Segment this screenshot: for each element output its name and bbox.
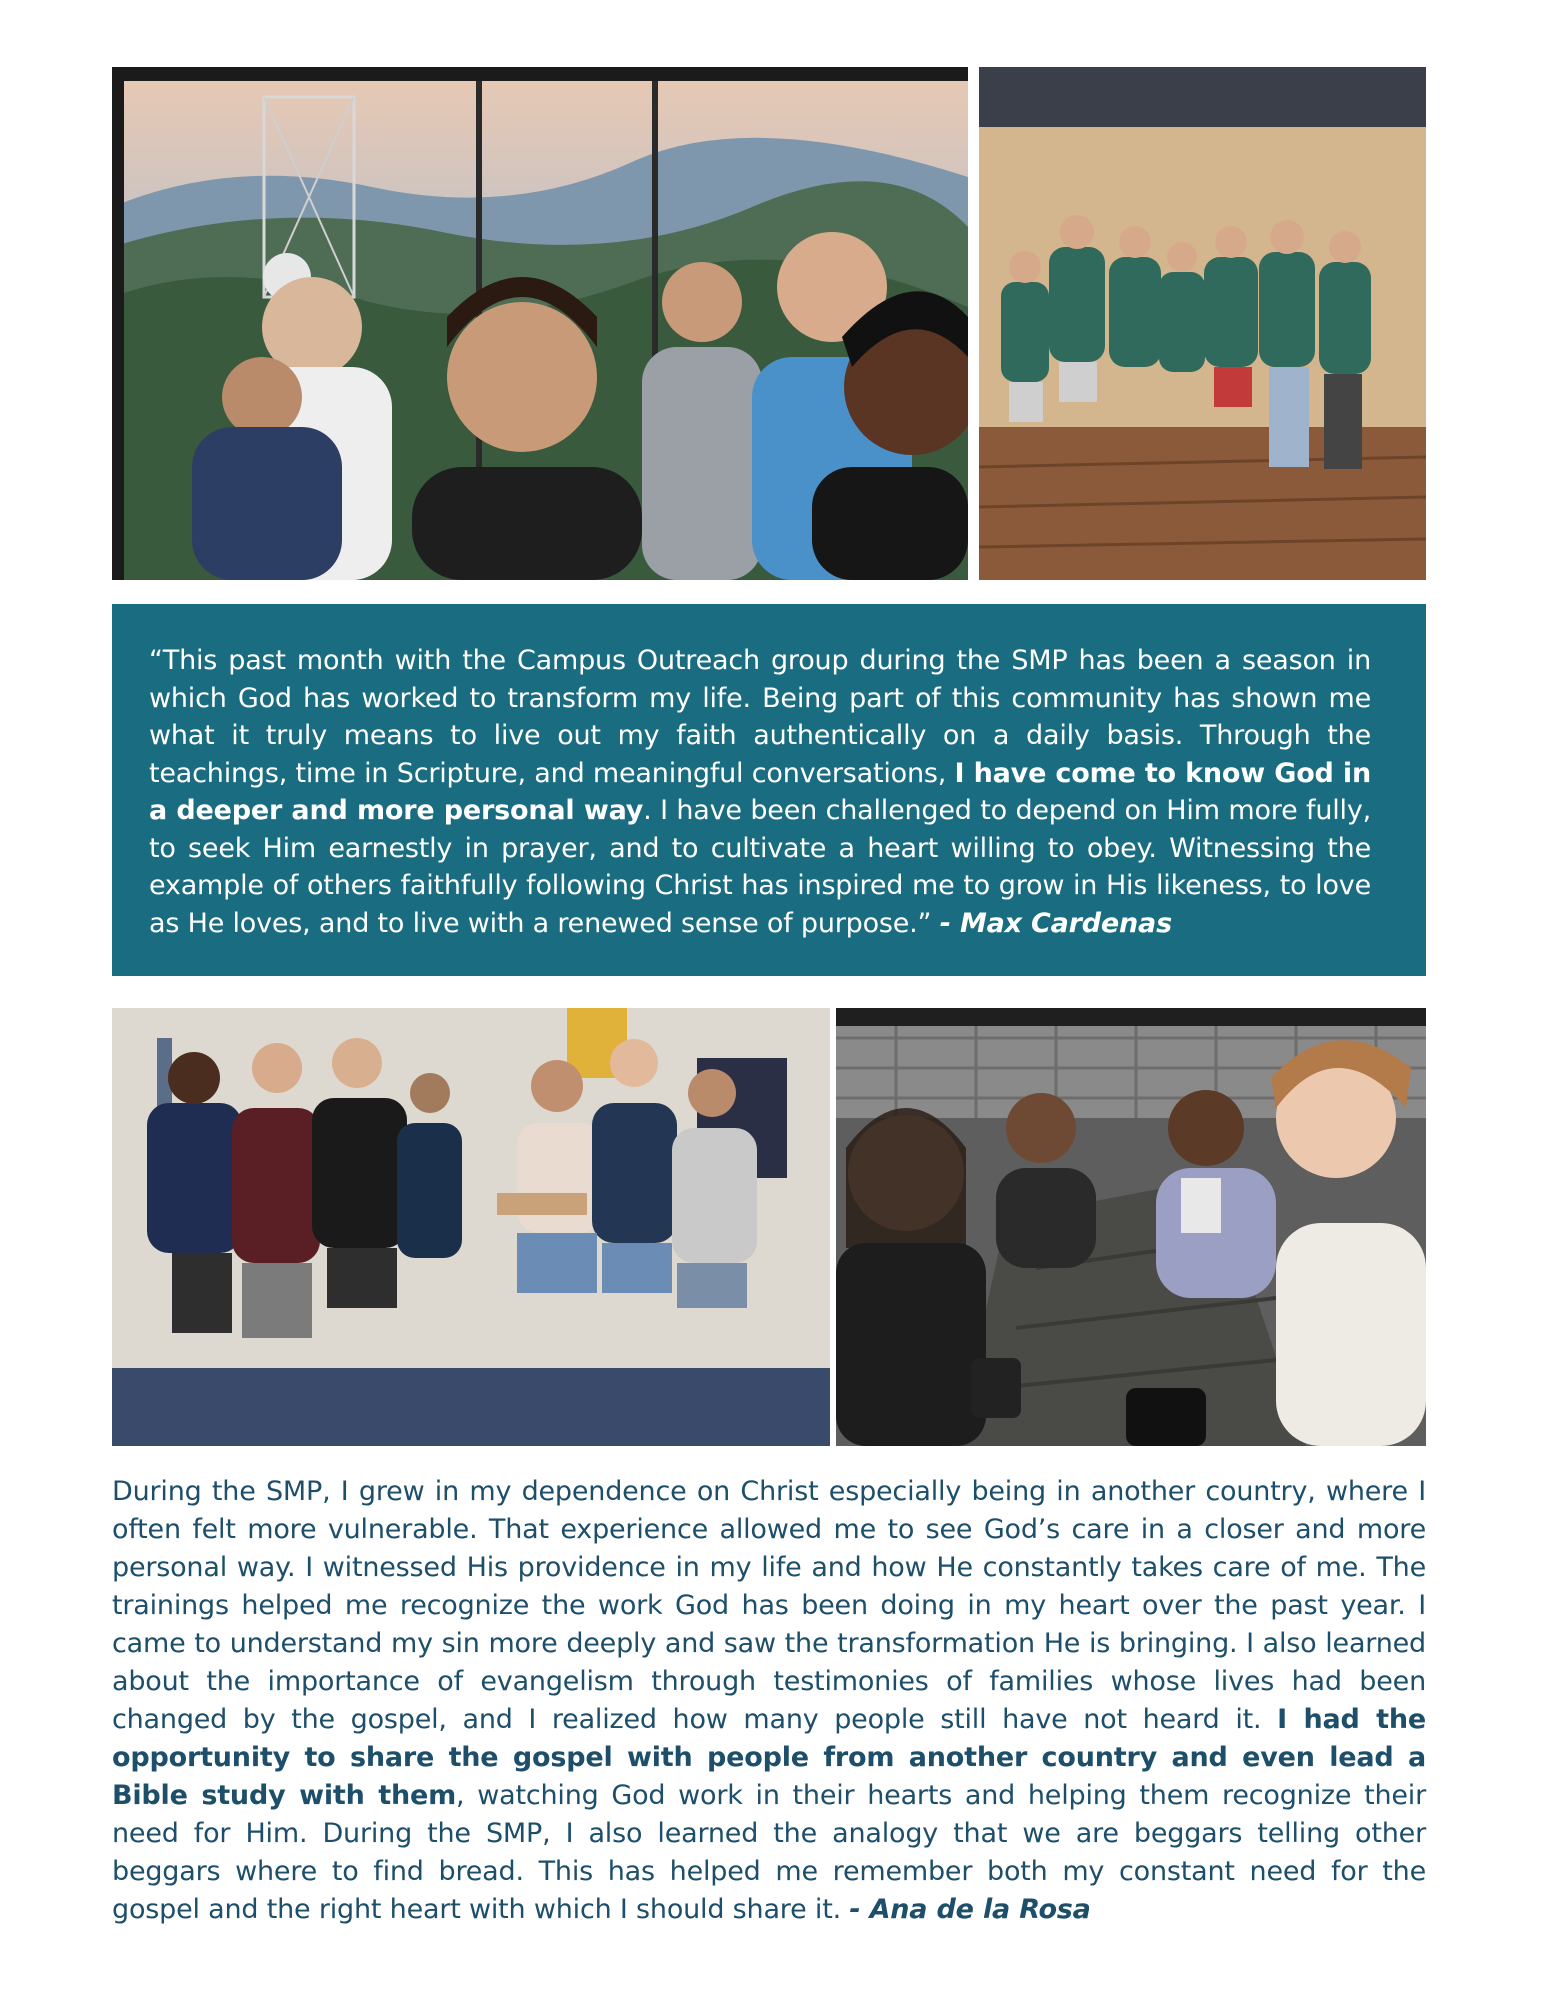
selfie-table-icon — [836, 1008, 1426, 1446]
quote-box — [112, 604, 1426, 976]
testimony-highlight: I had the opportunity to share the gospel with people from another country and even lead a Bible study with them — [112, 1704, 1426, 1811]
photo-table-selfie — [836, 1008, 1426, 1446]
testimony-text-after: , watching God work in their hearts and helping them recognize their need for Him. During the SMP, I also learned the analogy that we are beggars telling other beggars where to find bread. This has helped me remember both my constant need for the gospel and the right heart with which I should share it. — [112, 1780, 1426, 1925]
quote-text-before: “This past month with the Campus Outreach group during the SMP has been a season in which God has worked to transform my life. Being part of this community has shown me what it truly means to live out my faith authentically on a daily basis. Through the teachings, time in Scripture, and meaningful conversations, — [149, 645, 1371, 789]
quote-text-max — [149, 642, 1371, 942]
testimony-attribution: - Ana de la Rosa — [849, 1894, 1091, 1925]
group-photo-iteso-icon — [112, 1008, 830, 1446]
quote-text-after: . I have been challenged to depend on Him more fully, to seek Him earnestly in prayer, and to cultivate a heart willing to obey. Witnessing the example of others faithfully following Christ has inspired me to grow in His likeness, to love as He loves, and to live with a renewed sense of purpose.” — [149, 795, 1371, 939]
quote-attribution: - Max Cardenas — [939, 907, 1172, 939]
group-photo-indoor-icon — [979, 67, 1426, 580]
testimony-text-before: During the SMP, I grew in my dependence on Christ especially being in another country, where I often felt more vulnerable. That experience allowed me to see God’s care in a closer and more personal way. I witnessed His providence in my life and how He constantly takes care of me. The trainings helped me recognize the work God has been doing in my heart over the past year. I came to understand my sin more deeply and saw the transformation He is bringing. I also learned about the importance of evangelism through testimonies of families whose lives had been changed by the gospel, and I realized how many people still have not heard it. — [112, 1476, 1426, 1735]
photo-group-iteso — [112, 1008, 830, 1446]
photo-group-indoor — [979, 67, 1426, 580]
photo-group-selfie-mountain — [112, 67, 968, 580]
quote-highlight: I have come to know God in a deeper and more personal way — [149, 757, 1371, 826]
group-selfie-mountain-icon — [112, 67, 968, 580]
testimony-ana — [112, 1473, 1426, 1929]
